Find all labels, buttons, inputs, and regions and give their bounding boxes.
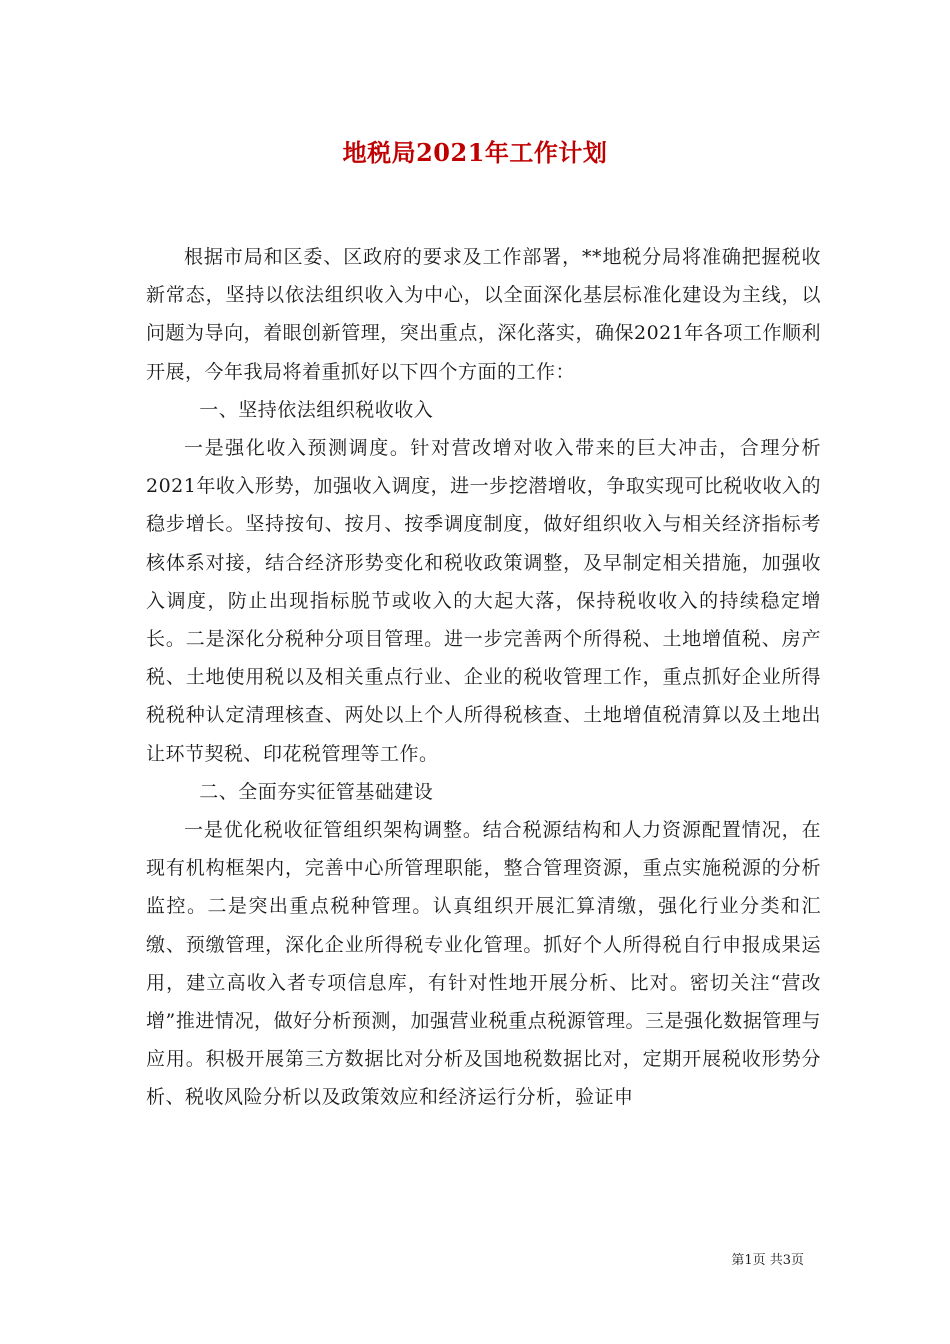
document-title: 地税局2021年工作计划: [342, 138, 608, 167]
section-heading-1: 一、坚持依法组织税收收入: [199, 398, 434, 421]
intro-paragraph: 根据市局和区委、区政府的要求及工作部署，**地税分局将准确把握税收新常态，坚持以依法组织收入为中心，以全面深化基层标准化建设为主线，以问题为导向，着眼创新管理，突出重点，深化落实，确保2021年各项工作顺利开展，今年我局将着重抓好以下四个方面的工作：: [146, 246, 821, 383]
section-heading-2: 二、全面夯实征管基础建设: [199, 780, 434, 803]
section-1-paragraph: 一是强化收入预测调度。针对营改增对收入带来的巨大冲击，合理分析2021年收入形势，加强收入调度，进一步挖潜增收，争取实现可比税收收入的稳步增长。坚持按旬、按月、按季调度制度，做好组织收入与相关经济指标考核体系对接，结合经济形势变化和税收政策调整，及早制定相关措施，加强收入调度，防止出现指标脱节或收入的大起大落，保持税收收入的持续稳定增长。二是深化分税种分项目管理。进一步完善两个所得税、土地增值税、房产税、土地使用税以及相关重点行业、企业的税收管理工作，重点抓好企业所得税税种认定清理核查、两处以上个人所得税核查、土地增值税清算以及土地出让环节契税、印花税管理等工作。: [146, 437, 821, 765]
page-number-footer: 第1页 共3页: [731, 1253, 804, 1268]
document-body: [146, 238, 821, 1117]
section-2-paragraph: 一是优化税收征管组织架构调整。结合税源结构和人力资源配置情况，在现有机构框架内，完善中心所管理职能，整合管理资源，重点实施税源的分析监控。二是突出重点税种管理。认真组织开展汇算清缴，强化行业分类和汇缴、预缴管理，深化企业所得税专业化管理。抓好个人所得税自行申报成果运用，建立高收入者专项信息库，有针对性地开展分析、比对。密切关注“营改增”推进情况，做好分析预测，加强营业税重点税源管理。三是强化数据管理与应用。积极开展第三方数据比对分析及国地税数据比对，定期开展税收形势分析、税收风险分析以及政策效应和经济运行分析，验证申: [146, 819, 821, 1109]
